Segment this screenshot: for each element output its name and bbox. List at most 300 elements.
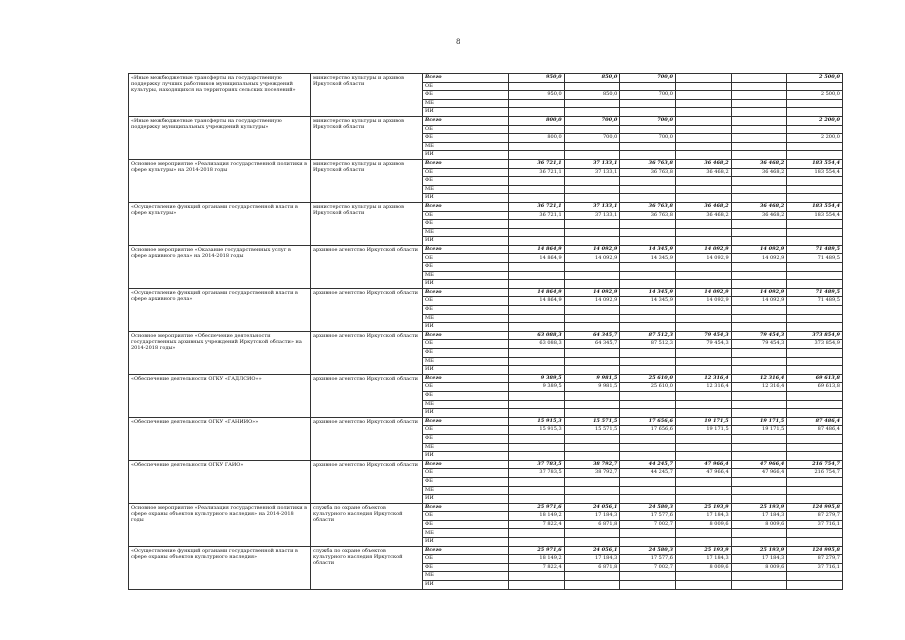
year-value-cell xyxy=(731,91,787,100)
year-value-cell xyxy=(509,529,565,538)
year-value-cell xyxy=(675,237,731,246)
year-value-cell xyxy=(564,82,620,91)
year-value-cell: 850,0 xyxy=(564,74,620,83)
year-value-cell xyxy=(509,323,565,332)
year-value-cell xyxy=(731,263,787,272)
year-value-cell xyxy=(731,108,787,117)
year-value-cell xyxy=(509,263,565,272)
year-value-cell: 25 193,9 xyxy=(675,503,731,512)
year-value-cell: 36 468,2 xyxy=(731,159,787,168)
year-value-cell: 25 193,9 xyxy=(731,546,787,555)
funding-source-cell: ФБ xyxy=(423,306,509,315)
year-value-cell: 79 454,3 xyxy=(675,340,731,349)
funding-source-cell: ФБ xyxy=(423,134,509,143)
year-value-cell: 87 512,3 xyxy=(620,340,676,349)
total-value-cell: 87 486,4 xyxy=(787,426,843,435)
funding-source-cell: ОБ xyxy=(423,383,509,392)
funding-source-cell: ФБ xyxy=(423,434,509,443)
year-value-cell xyxy=(675,323,731,332)
year-value-cell xyxy=(509,108,565,117)
year-value-cell: 6 871,8 xyxy=(564,563,620,572)
year-value-cell xyxy=(731,185,787,194)
year-value-cell xyxy=(731,391,787,400)
year-value-cell xyxy=(731,538,787,547)
year-value-cell xyxy=(509,572,565,581)
funding-source-cell: ФБ xyxy=(423,349,509,358)
table-row xyxy=(129,159,843,168)
total-value-cell: 87 279,7 xyxy=(787,512,843,521)
total-value-cell xyxy=(787,366,843,375)
total-value-cell xyxy=(787,142,843,151)
total-value-cell xyxy=(787,220,843,229)
year-value-cell: 79 454,3 xyxy=(675,331,731,340)
funding-source-cell: Всего xyxy=(423,503,509,512)
funding-source-cell: ОБ xyxy=(423,469,509,478)
year-value-cell xyxy=(731,581,787,590)
year-value-cell xyxy=(675,74,731,83)
total-value-cell xyxy=(787,486,843,495)
funding-source-cell: ИИ xyxy=(423,323,509,332)
executor-cell: архивное агентство Иркутской области xyxy=(311,417,423,460)
year-value-cell xyxy=(675,194,731,203)
year-value-cell: 14 864,9 xyxy=(509,297,565,306)
year-value-cell: 14 092,9 xyxy=(675,297,731,306)
year-value-cell: 8 009,6 xyxy=(675,520,731,529)
total-value-cell xyxy=(787,400,843,409)
year-value-cell: 14 345,9 xyxy=(620,288,676,297)
year-value-cell xyxy=(509,314,565,323)
total-value-cell xyxy=(787,280,843,289)
total-value-cell xyxy=(787,82,843,91)
table-row xyxy=(129,74,843,83)
year-value-cell: 14 092,9 xyxy=(731,245,787,254)
funding-source-cell: ИИ xyxy=(423,581,509,590)
year-value-cell xyxy=(675,228,731,237)
total-value-cell xyxy=(787,349,843,358)
year-value-cell xyxy=(731,486,787,495)
year-value-cell xyxy=(509,142,565,151)
year-value-cell xyxy=(620,443,676,452)
year-value-cell xyxy=(675,280,731,289)
year-value-cell: 79 454,3 xyxy=(731,331,787,340)
year-value-cell xyxy=(564,452,620,461)
year-value-cell xyxy=(675,538,731,547)
year-value-cell xyxy=(731,237,787,246)
funding-source-cell: Всего xyxy=(423,374,509,383)
year-value-cell xyxy=(675,220,731,229)
activity-name-cell: «Обеспечение деятельности ОГКУ «ГАНИИО»» xyxy=(129,417,311,460)
year-value-cell xyxy=(564,477,620,486)
executor-cell: служба по охране объектов культурного наследия Иркутской области xyxy=(311,546,423,589)
year-value-cell xyxy=(675,151,731,160)
year-value-cell xyxy=(509,391,565,400)
year-value-cell xyxy=(731,151,787,160)
year-value-cell xyxy=(564,357,620,366)
table-row xyxy=(129,245,843,254)
year-value-cell xyxy=(731,529,787,538)
funding-source-cell: Всего xyxy=(423,460,509,469)
year-value-cell: 17 184,3 xyxy=(564,555,620,564)
total-value-cell: 124 995,8 xyxy=(787,503,843,512)
year-value-cell: 44 245,7 xyxy=(620,460,676,469)
year-value-cell xyxy=(620,142,676,151)
year-value-cell: 18 149,2 xyxy=(509,512,565,521)
year-value-cell xyxy=(620,125,676,134)
funding-source-cell: Всего xyxy=(423,417,509,426)
year-value-cell xyxy=(564,237,620,246)
year-value-cell: 14 345,9 xyxy=(620,245,676,254)
funding-source-cell: Всего xyxy=(423,116,509,125)
year-value-cell xyxy=(675,581,731,590)
year-value-cell: 15 571,5 xyxy=(564,426,620,435)
year-value-cell: 17 184,3 xyxy=(675,555,731,564)
year-value-cell: 14 864,9 xyxy=(509,254,565,263)
total-value-cell: 2 200,0 xyxy=(787,116,843,125)
total-value-cell: 183 554,4 xyxy=(787,168,843,177)
year-value-cell xyxy=(620,409,676,418)
year-value-cell xyxy=(731,400,787,409)
year-value-cell: 79 454,3 xyxy=(731,340,787,349)
total-value-cell: 124 995,8 xyxy=(787,546,843,555)
funding-source-cell: Всего xyxy=(423,245,509,254)
total-value-cell: 216 754,7 xyxy=(787,469,843,478)
funding-source-cell: МБ xyxy=(423,142,509,151)
year-value-cell: 47 966,4 xyxy=(675,469,731,478)
funding-source-cell: Всего xyxy=(423,288,509,297)
total-value-cell: 2 500,0 xyxy=(787,91,843,100)
total-value-cell: 216 754,7 xyxy=(787,460,843,469)
funding-source-cell: Всего xyxy=(423,546,509,555)
activity-name-cell: «Иные межбюджетные трансферты на государственную поддержку муниципальных учреждений культуры» xyxy=(129,116,311,159)
year-value-cell xyxy=(620,581,676,590)
total-value-cell: 71 489,5 xyxy=(787,297,843,306)
year-value-cell: 700,0 xyxy=(564,116,620,125)
year-value-cell: 8 009,6 xyxy=(731,563,787,572)
funding-source-cell: ОБ xyxy=(423,168,509,177)
year-value-cell: 36 721,1 xyxy=(509,159,565,168)
year-value-cell xyxy=(509,177,565,186)
year-value-cell: 87 512,3 xyxy=(620,331,676,340)
year-value-cell: 17 656,6 xyxy=(620,417,676,426)
year-value-cell: 700,0 xyxy=(620,134,676,143)
year-value-cell xyxy=(731,99,787,108)
total-value-cell: 373 854,9 xyxy=(787,340,843,349)
year-value-cell xyxy=(620,323,676,332)
year-value-cell xyxy=(675,366,731,375)
funding-source-cell: ИИ xyxy=(423,237,509,246)
year-value-cell: 36 468,2 xyxy=(675,202,731,211)
year-value-cell xyxy=(731,142,787,151)
year-value-cell xyxy=(675,495,731,504)
year-value-cell: 37 133,1 xyxy=(564,202,620,211)
year-value-cell: 36 721,1 xyxy=(509,168,565,177)
year-value-cell: 44 245,7 xyxy=(620,469,676,478)
year-value-cell xyxy=(564,194,620,203)
year-value-cell xyxy=(731,82,787,91)
year-value-cell xyxy=(509,271,565,280)
year-value-cell: 19 171,5 xyxy=(675,426,731,435)
funding-source-cell: ФБ xyxy=(423,263,509,272)
funding-source-cell: МБ xyxy=(423,271,509,280)
total-value-cell: 87 279,7 xyxy=(787,555,843,564)
year-value-cell: 14 092,9 xyxy=(675,288,731,297)
year-value-cell xyxy=(675,349,731,358)
year-value-cell xyxy=(564,280,620,289)
total-value-cell xyxy=(787,538,843,547)
table-row xyxy=(129,202,843,211)
total-value-cell xyxy=(787,263,843,272)
total-value-cell: 183 554,4 xyxy=(787,159,843,168)
year-value-cell: 9 981,5 xyxy=(564,383,620,392)
year-value-cell xyxy=(620,151,676,160)
funding-source-cell: МБ xyxy=(423,314,509,323)
year-value-cell: 700,0 xyxy=(620,74,676,83)
budget-table xyxy=(128,73,843,590)
year-value-cell xyxy=(675,108,731,117)
funding-source-cell: МБ xyxy=(423,228,509,237)
year-value-cell: 18 149,2 xyxy=(509,555,565,564)
total-value-cell: 37 716,1 xyxy=(787,563,843,572)
year-value-cell xyxy=(620,99,676,108)
year-value-cell xyxy=(564,323,620,332)
year-value-cell: 8 009,6 xyxy=(731,520,787,529)
year-value-cell xyxy=(620,177,676,186)
year-value-cell xyxy=(564,306,620,315)
funding-source-cell: ИИ xyxy=(423,538,509,547)
year-value-cell: 12 316,4 xyxy=(675,383,731,392)
year-value-cell xyxy=(675,142,731,151)
year-value-cell xyxy=(564,400,620,409)
year-value-cell xyxy=(564,263,620,272)
year-value-cell xyxy=(620,306,676,315)
year-value-cell: 37 133,1 xyxy=(564,159,620,168)
year-value-cell xyxy=(564,185,620,194)
year-value-cell xyxy=(509,477,565,486)
year-value-cell xyxy=(620,220,676,229)
year-value-cell: 19 171,5 xyxy=(731,426,787,435)
year-value-cell xyxy=(731,125,787,134)
funding-source-cell: Всего xyxy=(423,331,509,340)
total-value-cell xyxy=(787,306,843,315)
year-value-cell: 14 092,9 xyxy=(731,297,787,306)
executor-cell: министерство культуры и архивов Иркутской области xyxy=(311,116,423,159)
year-value-cell xyxy=(509,486,565,495)
year-value-cell xyxy=(564,434,620,443)
year-value-cell xyxy=(564,314,620,323)
funding-source-cell: ФБ xyxy=(423,391,509,400)
funding-source-cell: ИИ xyxy=(423,495,509,504)
year-value-cell: 17 184,3 xyxy=(564,512,620,521)
year-value-cell xyxy=(731,116,787,125)
year-value-cell xyxy=(509,280,565,289)
year-value-cell xyxy=(675,271,731,280)
total-value-cell xyxy=(787,99,843,108)
funding-source-cell: МБ xyxy=(423,529,509,538)
table-row xyxy=(129,374,843,383)
year-value-cell: 47 966,4 xyxy=(675,460,731,469)
year-value-cell xyxy=(509,220,565,229)
total-value-cell: 71 489,5 xyxy=(787,245,843,254)
year-value-cell xyxy=(564,151,620,160)
year-value-cell xyxy=(731,443,787,452)
year-value-cell: 17 577,6 xyxy=(620,512,676,521)
year-value-cell xyxy=(564,486,620,495)
year-value-cell xyxy=(620,228,676,237)
funding-source-cell: МБ xyxy=(423,443,509,452)
total-value-cell xyxy=(787,125,843,134)
year-value-cell xyxy=(675,134,731,143)
year-value-cell xyxy=(731,357,787,366)
year-value-cell xyxy=(509,349,565,358)
funding-source-cell: МБ xyxy=(423,99,509,108)
activity-name-cell: «Обеспечение деятельности ОГКУ «ГАДЛСИО»» xyxy=(129,374,311,417)
year-value-cell xyxy=(564,538,620,547)
year-value-cell: 15 915,3 xyxy=(509,417,565,426)
executor-cell: архивное агентство Иркутской области xyxy=(311,245,423,288)
year-value-cell xyxy=(731,134,787,143)
table-row xyxy=(129,503,843,512)
year-value-cell: 47 966,4 xyxy=(731,469,787,478)
year-value-cell xyxy=(509,357,565,366)
year-value-cell xyxy=(509,538,565,547)
funding-source-cell: ФБ xyxy=(423,220,509,229)
year-value-cell xyxy=(675,125,731,134)
activity-name-cell: «Иные межбюджетные трансферты на государственную поддержку лучших работников муниципальных учреждений культуры, находящихся на территориях сельских поселений» xyxy=(129,74,311,117)
year-value-cell xyxy=(620,477,676,486)
year-value-cell xyxy=(675,185,731,194)
year-value-cell xyxy=(675,434,731,443)
year-value-cell: 14 092,9 xyxy=(564,297,620,306)
year-value-cell xyxy=(509,99,565,108)
year-value-cell: 17 656,6 xyxy=(620,426,676,435)
year-value-cell: 63 088,3 xyxy=(509,340,565,349)
year-value-cell xyxy=(731,323,787,332)
year-value-cell: 36 721,1 xyxy=(509,211,565,220)
year-value-cell: 36 763,8 xyxy=(620,211,676,220)
total-value-cell xyxy=(787,323,843,332)
executor-cell: министерство культуры и архивов Иркутской области xyxy=(311,202,423,245)
year-value-cell: 37 783,5 xyxy=(509,460,565,469)
year-value-cell xyxy=(675,529,731,538)
funding-source-cell: ФБ xyxy=(423,177,509,186)
year-value-cell: 14 092,9 xyxy=(675,245,731,254)
year-value-cell xyxy=(620,452,676,461)
executor-cell: архивное агентство Иркутской области xyxy=(311,331,423,374)
year-value-cell: 6 871,8 xyxy=(564,520,620,529)
year-value-cell xyxy=(675,486,731,495)
year-value-cell xyxy=(620,434,676,443)
year-value-cell xyxy=(620,314,676,323)
table-row xyxy=(129,417,843,426)
total-value-cell xyxy=(787,228,843,237)
year-value-cell xyxy=(675,400,731,409)
year-value-cell xyxy=(731,74,787,83)
funding-source-cell: ИИ xyxy=(423,108,509,117)
year-value-cell xyxy=(509,443,565,452)
year-value-cell xyxy=(731,366,787,375)
year-value-cell xyxy=(731,495,787,504)
year-value-cell xyxy=(675,409,731,418)
year-value-cell xyxy=(620,357,676,366)
year-value-cell xyxy=(509,400,565,409)
year-value-cell: 47 966,4 xyxy=(731,460,787,469)
funding-source-cell: ОБ xyxy=(423,125,509,134)
year-value-cell xyxy=(620,486,676,495)
year-value-cell: 14 092,9 xyxy=(731,288,787,297)
year-value-cell xyxy=(509,194,565,203)
year-value-cell xyxy=(675,391,731,400)
executor-cell: министерство культуры и архивов Иркутской области xyxy=(311,74,423,117)
year-value-cell xyxy=(731,434,787,443)
year-value-cell: 800,0 xyxy=(509,134,565,143)
year-value-cell xyxy=(564,125,620,134)
year-value-cell: 14 092,9 xyxy=(731,254,787,263)
year-value-cell xyxy=(675,263,731,272)
year-value-cell: 25 971,6 xyxy=(509,546,565,555)
year-value-cell xyxy=(564,581,620,590)
year-value-cell xyxy=(620,366,676,375)
year-value-cell xyxy=(675,82,731,91)
year-value-cell xyxy=(731,280,787,289)
year-value-cell: 36 763,8 xyxy=(620,202,676,211)
total-value-cell xyxy=(787,477,843,486)
total-value-cell: 2 200,0 xyxy=(787,134,843,143)
total-value-cell xyxy=(787,434,843,443)
activity-name-cell: Основное мероприятие «Обеспечение деятельности государственных архивных учреждений Иркутской области» на 2014-2018 годы» xyxy=(129,331,311,374)
funding-source-cell: ИИ xyxy=(423,366,509,375)
total-value-cell: 373 854,9 xyxy=(787,331,843,340)
year-value-cell xyxy=(620,263,676,272)
year-value-cell: 25 971,6 xyxy=(509,503,565,512)
year-value-cell: 17 184,3 xyxy=(731,512,787,521)
year-value-cell xyxy=(675,99,731,108)
table-row xyxy=(129,288,843,297)
year-value-cell: 9 389,5 xyxy=(509,374,565,383)
total-value-cell xyxy=(787,185,843,194)
total-value-cell: 71 489,5 xyxy=(787,254,843,263)
executor-cell: министерство культуры и архивов Иркутской области xyxy=(311,159,423,202)
year-value-cell xyxy=(731,271,787,280)
funding-source-cell: ФБ xyxy=(423,91,509,100)
year-value-cell: 36 763,8 xyxy=(620,168,676,177)
year-value-cell xyxy=(564,228,620,237)
year-value-cell: 700,0 xyxy=(564,134,620,143)
year-value-cell: 25 610,0 xyxy=(620,374,676,383)
year-value-cell xyxy=(675,177,731,186)
year-value-cell: 14 092,9 xyxy=(564,245,620,254)
year-value-cell xyxy=(509,495,565,504)
total-value-cell xyxy=(787,177,843,186)
funding-source-cell: МБ xyxy=(423,486,509,495)
year-value-cell xyxy=(731,477,787,486)
year-value-cell xyxy=(620,185,676,194)
year-value-cell xyxy=(620,108,676,117)
funding-source-cell: ОБ xyxy=(423,82,509,91)
year-value-cell xyxy=(509,581,565,590)
funding-source-cell: Всего xyxy=(423,159,509,168)
year-value-cell xyxy=(731,409,787,418)
total-value-cell: 2 500,0 xyxy=(787,74,843,83)
page-number: 8 xyxy=(456,38,461,46)
table-row xyxy=(129,546,843,555)
year-value-cell xyxy=(564,443,620,452)
total-value-cell: 69 613,8 xyxy=(787,374,843,383)
year-value-cell: 24 580,3 xyxy=(620,503,676,512)
executor-cell: служба по охране объектов культурного наследия Иркутской области xyxy=(311,503,423,546)
funding-source-cell: ИИ xyxy=(423,409,509,418)
year-value-cell xyxy=(564,409,620,418)
activity-name-cell: «Осуществление функций органами государственной власти в сфере культуры» xyxy=(129,202,311,245)
